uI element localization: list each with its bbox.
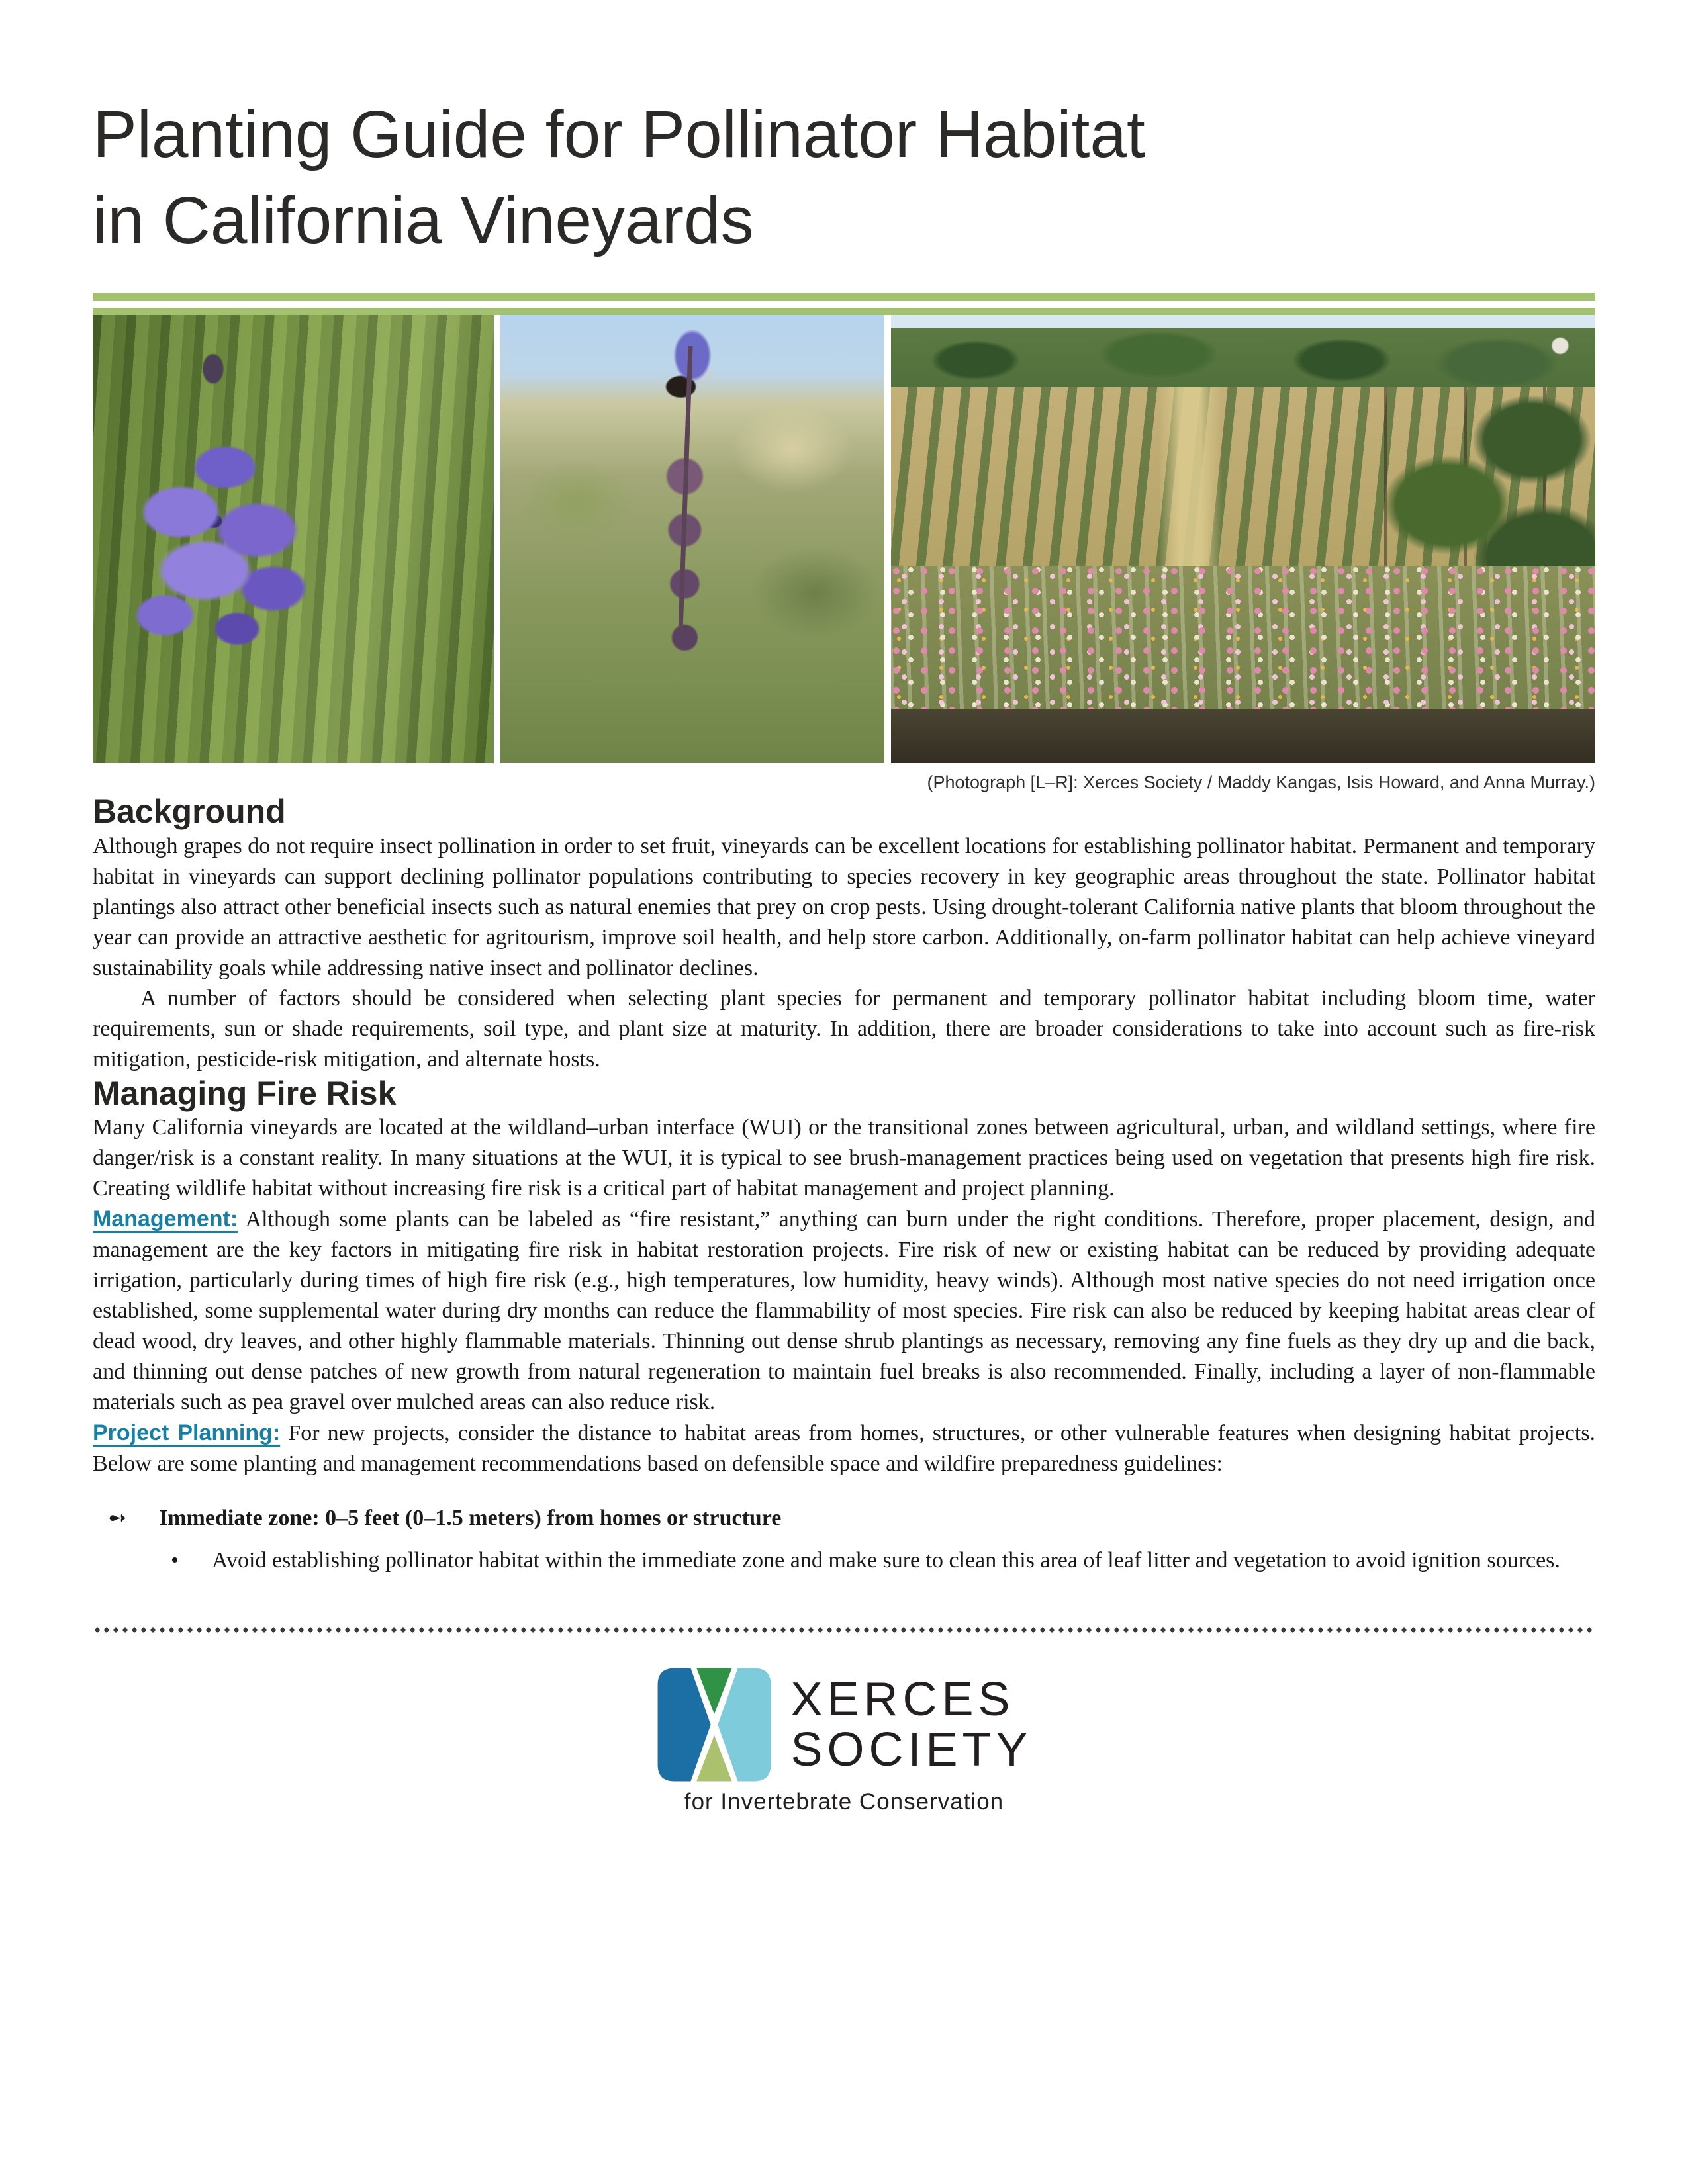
vineyard-treeline: [891, 328, 1595, 387]
immediate-zone-bullet: [93, 1503, 1595, 1533]
project-planning-paragraph: [93, 1418, 1595, 1479]
xerces-logo: [655, 1666, 1032, 1784]
background-paragraph-2: A number of factors should be considered when selecting plant species for permanent and temporary pollinator habitat including bloom time, water requirements, sun or shade requirements, soil type, and plant size at maturity. In addition, there are broader considerations to take into account such as fire-risk mitigation, pesticide-risk mitigation, and alternate hosts.: [93, 985, 1595, 1071]
logo-word-xerces: XERCES: [790, 1672, 1015, 1726]
project-planning-label: Project Planning:: [93, 1420, 281, 1445]
footer-logo-block: [93, 1666, 1595, 1815]
dotted-divider: [93, 1627, 1595, 1633]
flower-stem-shape: [679, 346, 693, 633]
heading-background: Background: [93, 793, 286, 830]
logo-tagline: for Invertebrate Conservation: [684, 1789, 1004, 1815]
photo-caption: (Photograph [L–R]: Xerces Society / Maddy Kangas, Isis Howard, and Anna Murray.): [927, 772, 1595, 792]
green-rule-bottom: [93, 308, 1595, 315]
fire-risk-intro-paragraph: Many California vineyards are located at the wildland–urban interface (WUI) or the transitional zones between agricultural, urban, and wildland settings, where fire danger/risk is a constant reality. In many situations at the WUI, it is typical to see brush-management practices being used on vegetation that presents high fire risk. Creating wildlife habitat without increasing fire risk is a critical part of habitat management and project planning.: [93, 1115, 1595, 1201]
management-text: Although some plants can be labeled as “fire resistant,” anything can burn under the right conditions. Therefore, proper placement, design, and management are the key factors in mitigating fire risk in habitat restoration projects. Fire risk of new or existing habitat can be reduced by providing adequate irrigation, particularly during times of high fire risk (e.g., high temperatures, low humidity, heavy winds). Although most native species do not need irrigation once established, some supplemental water during dry months can reduce the flammability of most species. Fire risk can also be reduced by keeping habitat areas clear of dead wood, dry leaves, and other highly flammable materials. Thinning out dense shrub plantings as necessary, removing any fine fuels as they dry up and die back, and thinning out dense patches of new growth from natural regeneration to maintain fuel breaks is also recommended. Finally, including a layer of non-flammable materials such as pea gravel over mulched areas can also reduce risk.: [93, 1207, 1595, 1414]
immediate-zone-sub-bullet-text: Avoid establishing pollinator habitat within the immediate zone and make sure to clean this area of leaf litter and vegetation to avoid ignition sources.: [212, 1548, 1560, 1572]
management-paragraph: [93, 1204, 1595, 1418]
vineyard-shadow-edge: [891, 709, 1595, 763]
immediate-zone-sub-bullet: [93, 1545, 1595, 1576]
photo-bee-on-sage: [500, 315, 884, 763]
heading-managing-fire-risk: Managing Fire Risk: [93, 1074, 397, 1112]
logo-word-society: SOCIETY: [790, 1723, 1033, 1776]
title-line-1: Planting Guide for Pollinator Habitat: [93, 97, 1145, 171]
immediate-zone-bullet-text: Immediate zone: 0–5 feet (0–1.5 meters) from homes or structure: [159, 1506, 782, 1530]
photo-penstemon-wildflowers: [93, 315, 494, 763]
management-label: Management:: [93, 1206, 238, 1232]
photo-vineyard-habitat-strip: [891, 315, 1595, 763]
green-rule-top: [93, 293, 1595, 301]
dot-bullet-icon: •: [171, 1548, 179, 1572]
xerces-x-mark-icon: [655, 1666, 773, 1784]
photo-strip: [93, 315, 1595, 763]
page-title: [93, 91, 1595, 263]
swash-arrow-bullet-icon: ➻: [107, 1504, 128, 1531]
background-paragraph-1: Although grapes do not require insect pollination in order to set fruit, vineyards can be excellent locations for establishing pollinator habitat. Permanent and temporary habitat in vineyards can support declining pollinator populations contributing to species recovery in key geographic areas throughout the state. Pollinator habitat plantings also attract other beneficial insects such as natural enemies that prey on crop pests. Using drought-tolerant California native plants that bloom throughout the year can provide an attractive aesthetic for agritourism, improve soil health, and help store carbon. Additionally, on-farm pollinator habitat can help achieve vineyard sustainability goals while addressing native insect and pollinator declines.: [93, 833, 1595, 980]
xerces-logo-wordmark: [790, 1674, 1032, 1776]
vineyard-flower-strip: [891, 566, 1595, 709]
title-line-2: in California Vineyards: [93, 183, 754, 257]
project-planning-text: For new projects, consider the distance to habitat areas from homes, structures, or other vulnerable features when designing habitat projects. Below are some planting and management recommendations based on defensible space and wildfire preparedness guidelines:: [93, 1421, 1595, 1476]
